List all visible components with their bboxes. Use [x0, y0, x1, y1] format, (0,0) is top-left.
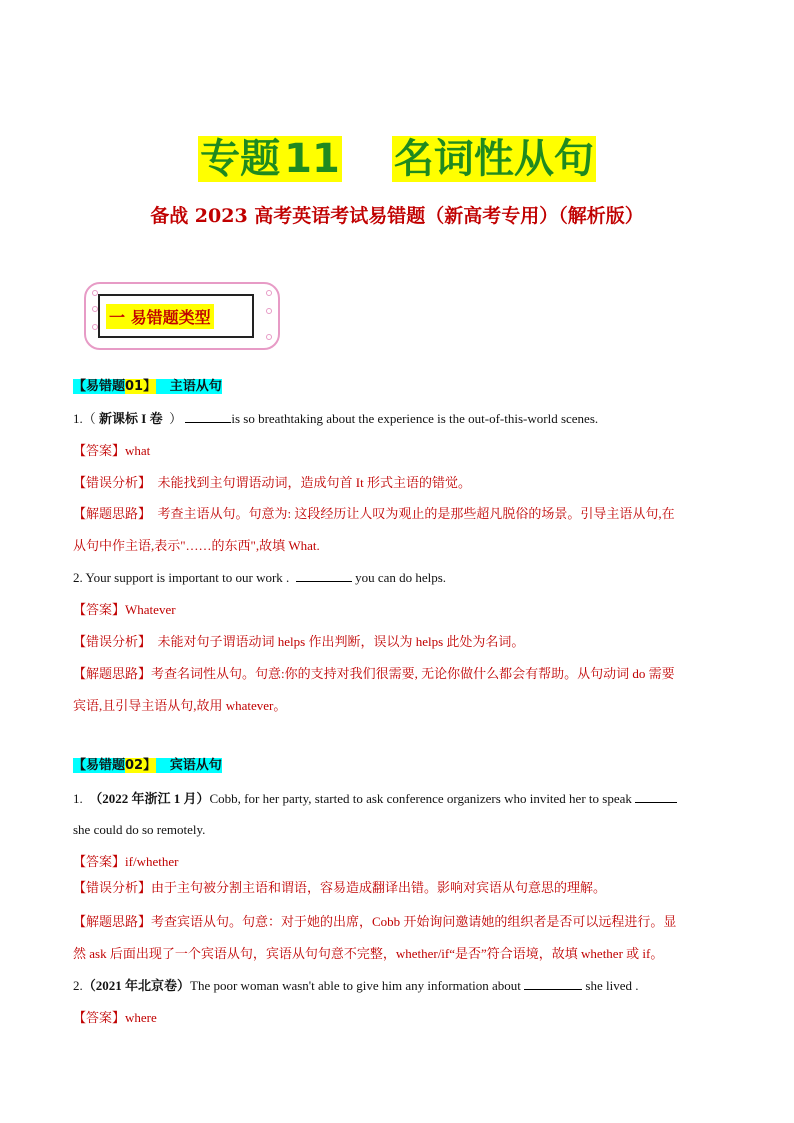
solution-01-1-line2: 从句中作主语,表示"……的东西",故填 What.	[73, 538, 320, 553]
question-type-box	[84, 282, 280, 350]
answer-02-2: 【答案】where	[73, 1010, 157, 1026]
corner-dot-icon	[266, 290, 272, 296]
answer-02-1: 【答案】if/whether	[73, 854, 179, 870]
type-box-label: 一 易错题类型	[106, 304, 214, 329]
question-02-1-line1: 1. （2022 年浙江 1 月）Cobb, for her party, started to ask conference organizers who invited her to speak	[73, 790, 677, 807]
corner-dot-icon	[266, 334, 272, 340]
solution-02-1-line1: 【解题思路】考查宾语从句。句意：对于她的出席，Cobb 开始询问邀请她的组织者是否可以远程进行。显	[73, 914, 677, 930]
corner-dot-icon	[266, 308, 272, 314]
section-heading-02: 【易错题02】 宾语从句	[73, 758, 222, 773]
answer-01-1: 【答案】what	[73, 443, 151, 459]
solution-01-1-line1: 【解题思路】 考查主语从句。句意为: 这段经历让人叹为观止的是那些超凡脱俗的场景。引导主语从句,在	[73, 506, 675, 522]
question-02-2: 2.（2021 年北京卷）The poor woman wasn't able to give him any information about she lived .	[73, 978, 639, 993]
question-01-2: 2. Your support is important to our work . you can do helps.	[73, 570, 447, 585]
answer-blank	[185, 410, 231, 423]
question-02-1-line2: she could do so remotely.	[73, 822, 206, 837]
section-heading-01: 【易错题01】 主语从句	[73, 379, 222, 394]
page-subtitle: 备战 2023 高考英语考试易错题（新高考专用）（解析版）	[150, 205, 644, 227]
title-number: 11	[284, 136, 340, 182]
answer-blank	[296, 569, 352, 582]
solution-01-2-line2: 宾语,且引导主语从句,故用 whatever。	[73, 698, 287, 713]
solution-01-2-line1: 【解题思路】考查名词性从句。句意:你的支持对我们很需要, 无论你做什么都会有帮助。从句动词 do 需要	[73, 666, 675, 682]
solution-02-1-line2: 然 ask 后面出现了一个宾语从句，宾语从句句意不完整，whether/if“是否”符合语境，故填 whether 或 if。	[73, 946, 664, 961]
error-analysis-01-1: 【错误分析】 未能找到主句谓语动词，造成句首 It 形式主语的错觉。	[73, 475, 471, 491]
error-analysis-01-2: 【错误分析】 未能对句子谓语动词 helps 作出判断，误以为 helps 此处为名词。	[73, 634, 525, 650]
answer-blank	[524, 977, 582, 990]
title-name: 名词性从句	[393, 136, 594, 182]
answer-blank	[635, 790, 677, 803]
title-topic: 专题	[200, 136, 281, 182]
question-01-1: 1.（ 新课标 I 卷 ） is so breathtaking about the experience is the out-of-this-world scenes.	[73, 411, 599, 426]
answer-01-2: 【答案】Whatever	[73, 602, 176, 618]
error-analysis-02-1: 【错误分析】由于主句被分割主语和谓语，容易造成翻译出错。影响对宾语从句意思的理解。	[73, 880, 607, 896]
type-box-frame	[98, 294, 254, 338]
page-title	[0, 137, 794, 181]
